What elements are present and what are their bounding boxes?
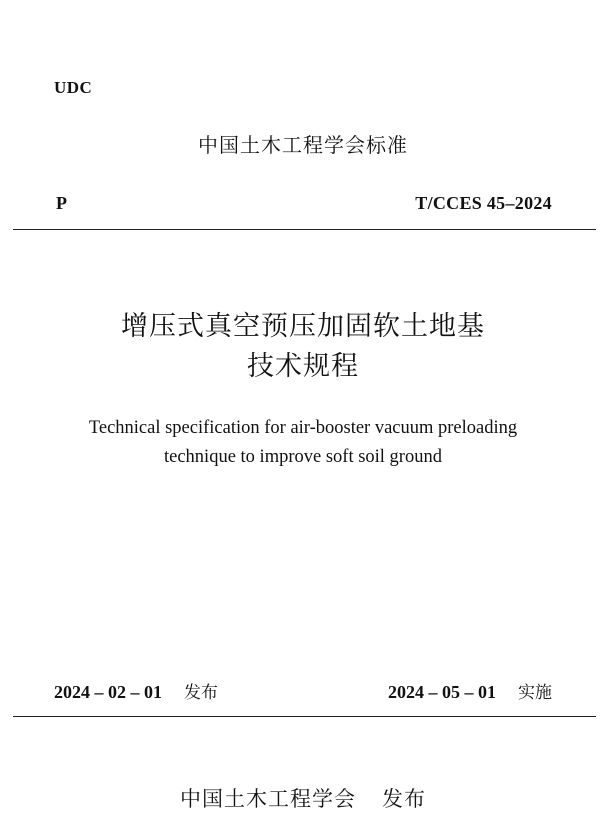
english-title [0, 414, 606, 472]
publish-label: 发布 [382, 787, 426, 811]
standard-number: T/CCES 45–2024 [415, 193, 552, 213]
implement-date: 2024 – 05 – 01 [388, 682, 496, 702]
chinese-title [0, 306, 606, 386]
english-title-line-1: Technical specification for air-booster vacuum preloading [88, 418, 518, 438]
udc-label: UDC [54, 78, 93, 97]
publisher-line [0, 783, 606, 813]
top-divider [13, 229, 596, 230]
bottom-divider [13, 716, 596, 717]
publisher-name: 中国土木工程学会 [180, 787, 356, 811]
issue-date: 2024 – 02 – 01 [54, 682, 162, 702]
issue-date-block [54, 678, 218, 703]
issue-label: 发布 [184, 683, 218, 703]
org-standard-heading: 中国土木工程学会标准 [198, 133, 408, 157]
implement-label: 实施 [518, 683, 552, 703]
chinese-title-line-1: 增压式真空预压加固软土地基 [121, 311, 485, 341]
implement-date-block [388, 678, 552, 703]
english-title-line-2: technique to improve soft soil ground [164, 447, 442, 467]
classification-code: P [56, 193, 67, 213]
chinese-title-line-2: 技术规程 [247, 351, 359, 381]
